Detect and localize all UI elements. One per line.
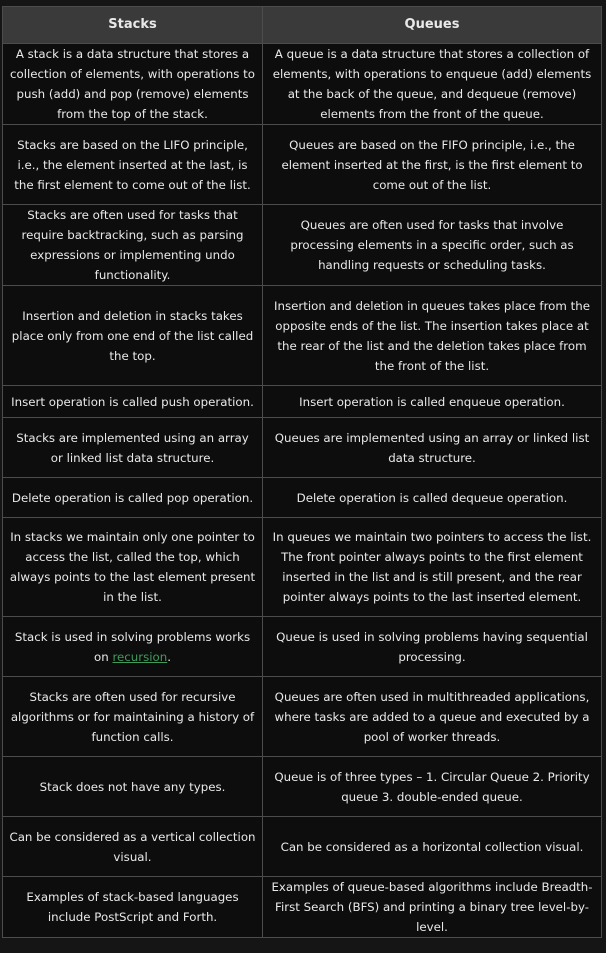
stack-cell: Stacks are implemented using an array or linked list data structure. bbox=[3, 418, 263, 478]
stack-cell: Delete operation is called pop operation. bbox=[3, 478, 263, 518]
table-row bbox=[3, 205, 602, 286]
header-queues: Queues bbox=[263, 7, 602, 44]
stack-cell: Stack does not have any types. bbox=[3, 757, 263, 817]
stack-cell-text: Stack is used in solving problems works on bbox=[14, 629, 251, 664]
queue-cell: Insert operation is called enqueue operation. bbox=[263, 386, 602, 418]
table-row bbox=[3, 877, 602, 938]
queue-cell: A queue is a data structure that stores a collection of elements, with operations to enqueue (add) elements at the back of the queue, and dequeue (remove) elements from the front of the queue. bbox=[263, 44, 602, 125]
queue-cell: Queue is of three types – 1. Circular Queue 2. Priority queue 3. double-ended queue. bbox=[263, 757, 602, 817]
queue-cell: Examples of queue-based algorithms include Breadth-First Search (BFS) and printing a binary tree level-by-level. bbox=[263, 877, 602, 938]
stack-cell: Insert operation is called push operation. bbox=[3, 386, 263, 418]
stack-cell: A stack is a data structure that stores a collection of elements, with operations to push (add) and pop (remove) elements from the top of the stack. bbox=[3, 44, 263, 125]
table-row bbox=[3, 757, 602, 817]
stack-cell: In stacks we maintain only one pointer to access the list, called the top, which always points to the last element present in the list. bbox=[3, 518, 263, 617]
queue-cell: Queue is used in solving problems having sequential processing. bbox=[263, 617, 602, 677]
queue-cell: Delete operation is called dequeue operation. bbox=[263, 478, 602, 518]
stack-cell: Stacks are often used for tasks that require backtracking, such as parsing expressions or implementing undo functionality. bbox=[3, 205, 263, 286]
stack-cell: Examples of stack-based languages include PostScript and Forth. bbox=[3, 877, 263, 938]
recursion-link[interactable]: recursion bbox=[112, 649, 168, 664]
table-row bbox=[3, 286, 602, 386]
queue-cell: Queues are implemented using an array or linked list data structure. bbox=[263, 418, 602, 478]
table-row bbox=[3, 125, 602, 205]
table-row bbox=[3, 44, 602, 125]
table-row bbox=[3, 677, 602, 757]
queue-cell: Queues are often used in multithreaded applications, where tasks are added to a queue and executed by a pool of worker threads. bbox=[263, 677, 602, 757]
table-row bbox=[3, 418, 602, 478]
table-row bbox=[3, 386, 602, 418]
queue-cell: Insertion and deletion in queues takes place from the opposite ends of the list. The insertion takes place at the rear of the list and the deletion takes place from the front of the list. bbox=[263, 286, 602, 386]
queue-cell: In queues we maintain two pointers to access the list. The front pointer always points to the first element inserted in the list and is still present, and the rear pointer always points to the last inserted element. bbox=[263, 518, 602, 617]
stack-cell: Stacks are often used for recursive algorithms or for maintaining a history of function calls. bbox=[3, 677, 263, 757]
table-row bbox=[3, 518, 602, 617]
table-row bbox=[3, 478, 602, 518]
queue-cell: Can be considered as a horizontal collection visual. bbox=[263, 817, 602, 877]
stack-cell: Can be considered as a vertical collection visual. bbox=[3, 817, 263, 877]
table-header-row bbox=[3, 7, 602, 44]
comparison-table bbox=[2, 6, 602, 938]
header-stacks: Stacks bbox=[3, 7, 263, 44]
table-row bbox=[3, 817, 602, 877]
queue-cell: Queues are based on the FIFO principle, i.e., the element inserted at the first, is the first element to come out of the list. bbox=[263, 125, 602, 205]
table-row bbox=[3, 617, 602, 677]
queue-cell: Queues are often used for tasks that involve processing elements in a specific order, such as handling requests or scheduling tasks. bbox=[263, 205, 602, 286]
stack-cell-suffix: . bbox=[167, 649, 171, 664]
stack-cell bbox=[3, 617, 263, 677]
stack-cell: Insertion and deletion in stacks takes place only from one end of the list called the top. bbox=[3, 286, 263, 386]
stack-cell: Stacks are based on the LIFO principle, i.e., the element inserted at the last, is the first element to come out of the list. bbox=[3, 125, 263, 205]
